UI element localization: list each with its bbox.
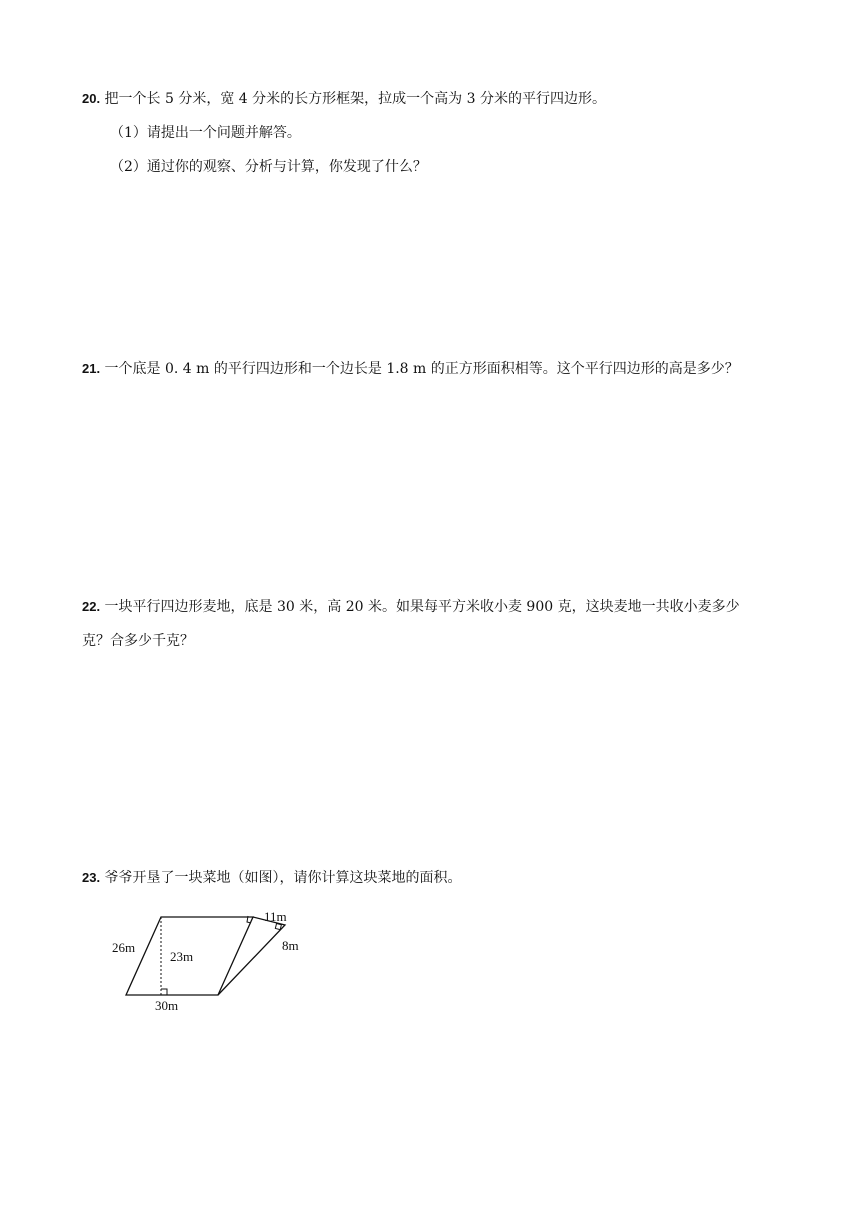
question-22 [82,597,740,617]
triangle-shape [218,917,285,995]
question-text: 一个底是 0. 4 m 的平行四边形和一个边长是 1.8 m 的正方形面积相等。这个平行四边形的高是多少？ [104,361,739,377]
question-20-part-1: （1）请提出一个问题并解答。 [110,125,301,141]
parallelogram-shape [126,917,253,995]
label-right-side: 8m [282,938,299,953]
question-text: 爷爷开垦了一块菜地（如图），请你计算这块菜地的面积。 [104,870,462,886]
question-23 [82,868,462,888]
question-22-continuation: 克？合多少千克？ [82,633,194,649]
right-angle-mark [275,924,281,930]
question-number: 23. [82,870,101,885]
question-number: 20. [82,91,101,106]
question-number: 22. [82,599,101,614]
question-20-part-2: （2）通过你的观察、分析与计算，你发现了什么？ [110,159,427,175]
question-text: 一块平行四边形麦地，底是 30 米，高 20 米。如果每平方米收小麦 900 克，这块麦地一共收小麦多少 [104,599,740,615]
label-base: 30m [155,998,179,1013]
label-height: 23m [170,949,194,964]
right-angle-mark [247,916,251,923]
label-side: 26m [112,940,136,955]
label-top-right: 11m [264,909,287,924]
question-21 [82,359,739,379]
question-number: 21. [82,361,101,376]
right-angle-mark [161,989,167,995]
question-text: 把一个长 5 分米，宽 4 分米的长方形框架，拉成一个高为 3 分米的平行四边形。 [104,91,606,107]
question-20 [82,89,606,109]
